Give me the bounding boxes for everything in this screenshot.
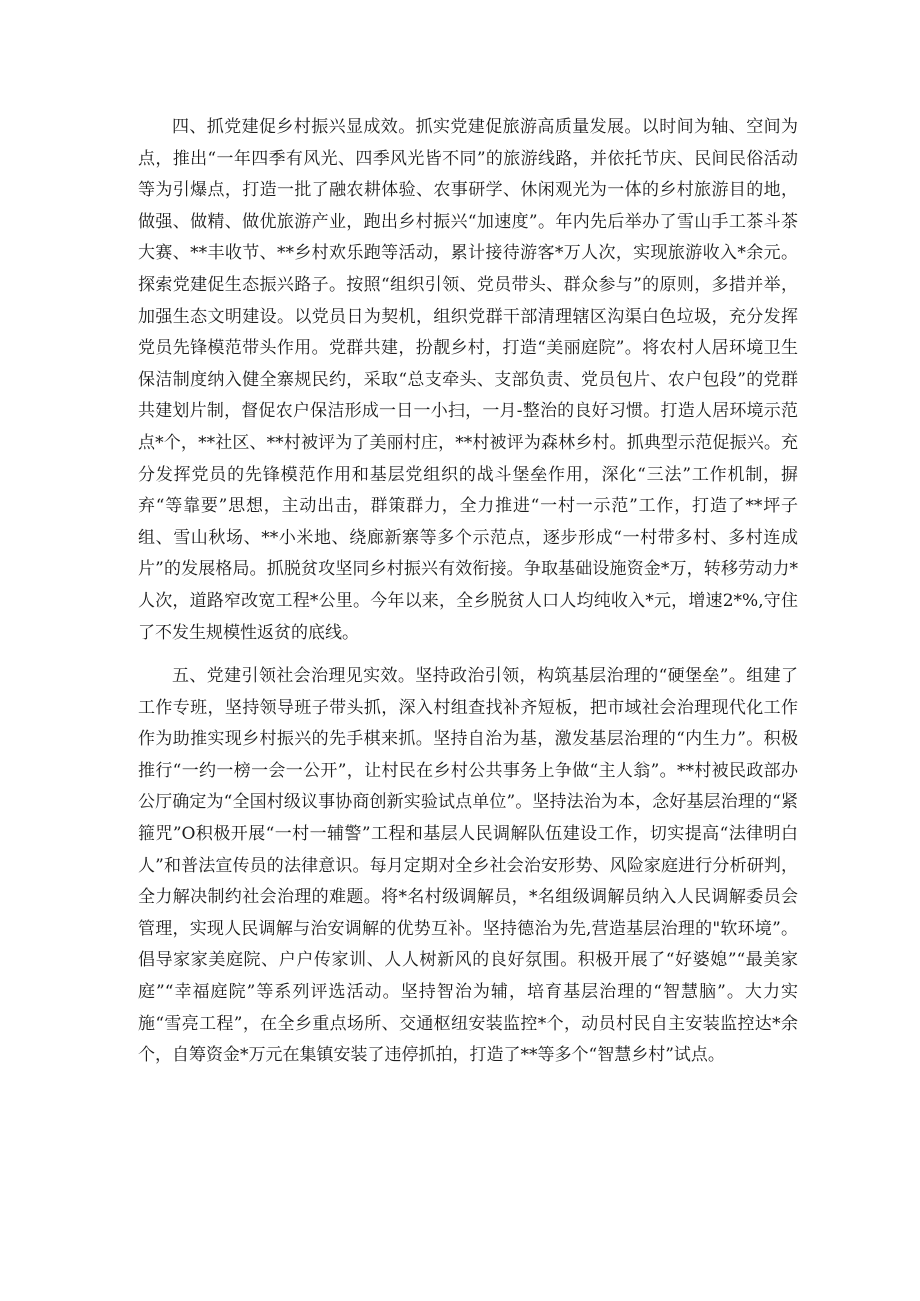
- paragraph-rural-revitalization: 四、抓党建促乡村振兴显成效。抓实党建促旅游高质量发展。以时间为轴、空间为点，推出“一年四季有风光、四季风光皆不同”的旅游线路，并依托节庆、民间民俗活动等为引爆点，打造一批了融农耕体验、农事研学、休闲观光为一体的乡村旅游目的地，做强、做精、做优旅游产业，跑出乡村振兴“加速度”。年内先后举办了雪山手工茶斗茶大赛、**丰收节、**乡村欢乐跑等活动，累计接待游客*万人次，实现旅游收入*余元。探索党建促生态振兴路子。按照“组织引领、党员带头、群众参与”的原则，多措并举，加强生态文明建设。以党员日为契机，组织党群干部清理辖区沟渠白色垃圾，充分发挥党员先锋模范带头作用。党群共建，扮靓乡村，打造“美丽庭院”。将农村人居环境卫生保洁制度纳入健全寨规民约，采取“总支牵头、支部负责、党员包片、农户包段”的党群共建划片制，督促农户保洁形成一日一小扫，一月-整治的良好习惯。打造人居环境示范点*个，**社区、**村被评为了美丽村庄，**村被评为森林乡村。抓典型示范促振兴。充分发挥党员的先锋模范作用和基层党组织的战斗堡垒作用，深化“三法”工作机制，摒弃“等靠要”思想，主动出击，群策群力，全力推进“一村一示范”工作，打造了**坪子组、雪山秋场、**小米地、绕廊新寨等多个示范点，逐步形成“一村带多村、多村连成片”的发展格局。抓脱贫攻坚同乡村振兴有效衔接。争取基础设施资金*万，转移劳动力*人次，道路窄改宽工程*公里。今年以来，全乡脱贫人口人均纯收入*元，增速2*%,守住了不发生规模性返贫的底线。: [138, 117, 798, 643]
- document-body: [138, 112, 798, 1084]
- paragraph-social-governance: 五、党建引领社会治理见实效。坚持政治引领，构筑基层治理的“硬堡垒”。组建了工作专班，坚持领导班子带头抓，深入村组查找补齐短板，把市域社会治理现代化工作作为助推实现乡村振兴的先手棋来抓。坚持自治为基，激发基层治理的“内生力”。积极推行“一约一榜一会一公开”，让村民在乡村公共事务上争做“主人翁”。**村被民政部办公厅确定为“全国村级议事协商创新实验试点单位”。坚持法治为本，念好基层治理的“紧箍咒”O积极开展“一村一辅警”工程和基层人民调解队伍建设工作，切实提高“法律明白人”和普法宣传员的法律意识。每月定期对全乡社会治安形势、风险家庭进行分析研判，全力解决制约社会治理的难题。将*名村级调解员，*名组级调解员纳入人民调解委员会管理，实现人民调解与治安调解的优势互补。坚持德治为先,营造基层治理的"软环境”。倡导家家美庭院、户户传家训、人人树新风的良好氛围。积极开展了“好婆媳”“最美家庭”“幸福庭院”等系列评选活动。坚持智治为辅，培育基层治理的“智慧脑”。大力实施“雪亮工程”，在全乡重点场所、交通枢纽安装监控*个，动员村民自主安装监控达*余个，自筹资金*万元在集镇安装了违停抓拍，打造了**等多个“智慧乡村”试点。: [138, 666, 798, 1066]
